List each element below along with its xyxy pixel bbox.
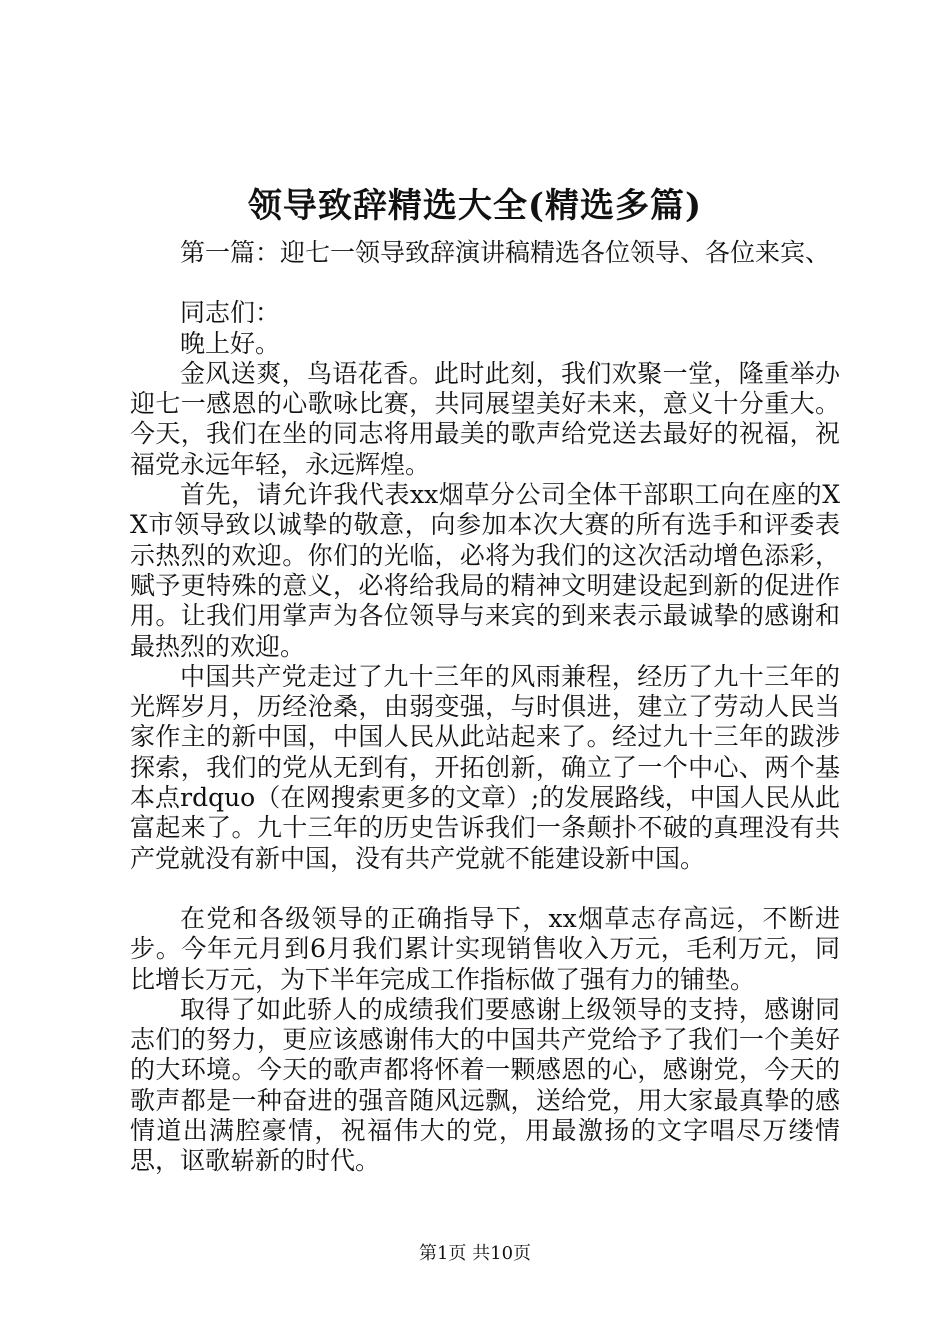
paragraph-history: 中国共产党走过了九十三年的风雨兼程，经历了九十三年的光辉岁月，历经沧桑，由弱变强，与时俱进，建立了劳动人民当家作主的新中国，中国人民从此站起来了。经过九十三年的跋涉探索，我们的党从无到有，开拓创新，确立了一个中心、两个基本点rdquo（在网搜索更多的文章）;的发展路线，中国人民从此富起来了。九十三年的历史告诉我们一条颠扑不破的真理没有共产党就没有新中国，没有共产党就不能建设新中国。 — [130, 661, 840, 873]
paragraph-welcome: 首先，请允许我代表xx烟草分公司全体干部职工向在座的XX市领导致以诚挚的敬意，向参加本次大赛的所有选手和评委表示热烈的欢迎。你们的光临，必将为我们的这次活动增色添彩，赋予更特殊的意义，必将给我局的精神文明建设起到新的促进作用。让我们用掌声为各位领导与来宾的到来表示最诚挚的感谢和最热烈的欢迎。 — [130, 480, 840, 661]
document-body — [130, 238, 840, 1177]
paragraph-thanks: 取得了如此骄人的成绩我们要感谢上级领导的支持，感谢同志们的努力，更应该感谢伟大的中国共产党给予了我们一个美好的大环境。今天的歌声都将怀着一颗感恩的心，感谢党，今天的歌声都是一种奋进的强音随风远飘，送给党，用大家最真挚的感情道出满腔豪情，祝福伟大的党，用最激扬的文字唱尽万缕情思，讴歌崭新的时代。 — [130, 994, 840, 1176]
paragraph-achievement: 在党和各级领导的正确指导下，xx烟草志存高远，不断进步。今年元月到6月我们累计实现销售收入万元，毛利万元，同比增长万元，为下半年完成工作指标做了强有力的铺垫。 — [130, 903, 840, 994]
document-title: 领导致辞精选大全(精选多篇) — [247, 186, 703, 226]
paragraph-heading-first: 第一篇：迎七一领导致辞演讲稿精选各位领导、各位来宾、 — [180, 238, 831, 267]
paragraph-greeting: 晚上好。 — [180, 328, 281, 358]
page-number-footer: 第1页 共10页 — [418, 1243, 532, 1264]
paragraph-salutation: 同志们： — [180, 298, 281, 328]
paragraph-opening: 金风送爽，鸟语花香。此时此刻，我们欢聚一堂，隆重举办迎七一感恩的心歌咏比赛，共同展望美好未来，意义十分重大。今天，我们在坐的同志将用最美的歌声给党送去最好的祝福，祝福党永远年轻，永远辉煌。 — [130, 358, 840, 479]
